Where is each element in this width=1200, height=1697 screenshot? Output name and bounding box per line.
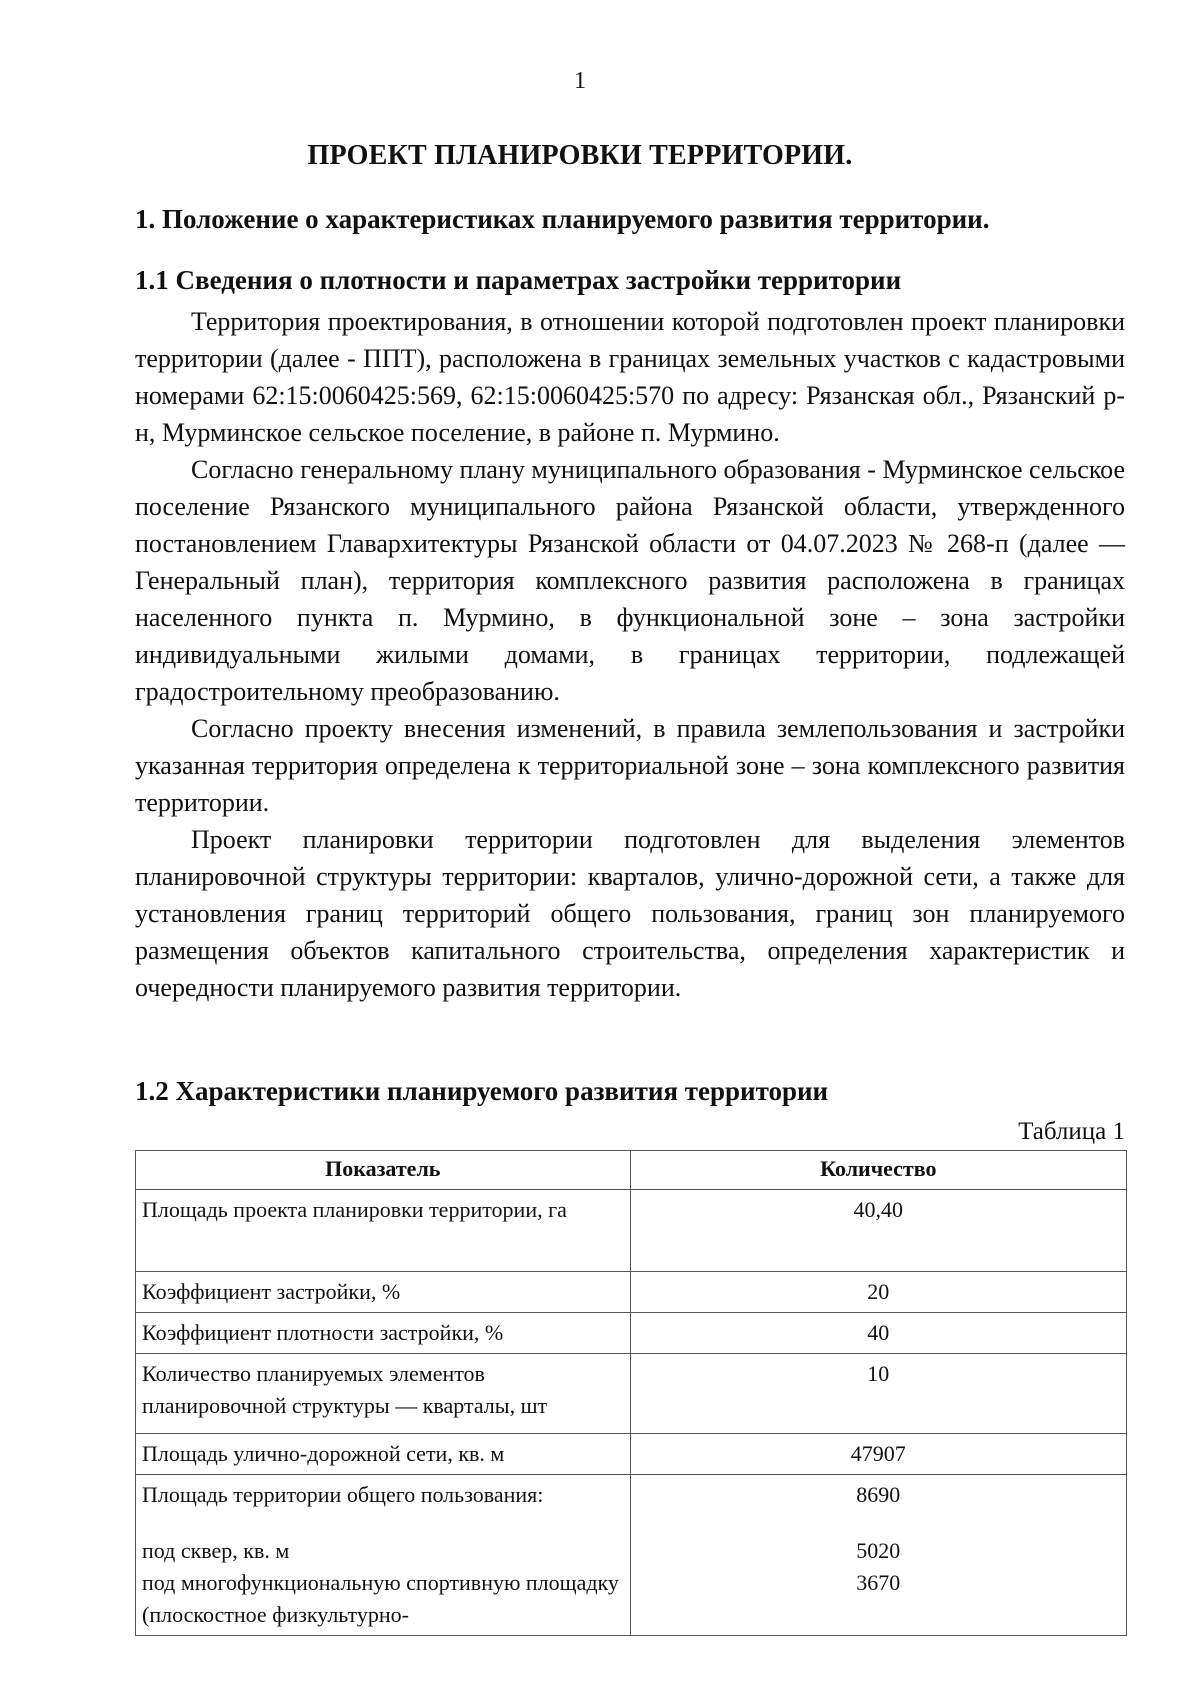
sub-item-value: 3670 — [856, 1570, 901, 1595]
column-header: Количество — [630, 1151, 1126, 1190]
table-row — [136, 1354, 1127, 1434]
section-1-1-heading: 1.1 Сведения о плотности и параметрах застройки территории — [135, 265, 902, 295]
characteristics-table — [135, 1150, 1127, 1636]
row-label: Коэффициент плотности застройки, % — [136, 1313, 631, 1354]
row-value: 10 — [630, 1354, 1126, 1434]
row-label: Коэффициент застройки, % — [136, 1272, 631, 1313]
table-row — [136, 1434, 1127, 1475]
sub-item-label: под сквер, кв. м — [142, 1538, 290, 1563]
table-header-row — [136, 1151, 1127, 1190]
section-1-2-heading: 1.2 Характеристики планируемого развития территории — [135, 1076, 829, 1106]
row-label — [136, 1475, 631, 1636]
section-1-heading: 1. Положение о характеристиках планируемого развития территории. — [135, 204, 990, 234]
row-label: Площадь улично-дорожной сети, кв. м — [136, 1434, 631, 1475]
paragraph: Территория проектирования, в отношении которой подготовлен проект планировки территории (далее - ППТ), расположена в границах земельных участков с кадастровыми номерами 62:15:0060425:569, 62:15:0060425:570 по адресу: Рязанская обл., Рязанский р-н, Мурминское сельское поселение, в районе п. Мурмино. — [135, 307, 1125, 447]
table-caption: Таблица 1 — [1018, 1118, 1125, 1145]
paragraph: Согласно проекту внесения изменений, в правила землепользования и застройки указанная территория определена к территориальной зоне – зона комплексного развития территории. — [135, 714, 1125, 817]
row-value — [630, 1475, 1126, 1636]
row-value: 40,40 — [630, 1190, 1126, 1272]
row-label-main: Площадь территории общего пользования: — [142, 1482, 544, 1507]
row-value: 40 — [630, 1313, 1126, 1354]
sub-item-label: под многофункциональную спортивную площадку (плоскостное физкультурно- — [142, 1570, 619, 1627]
paragraph: Согласно генеральному плану муниципального образования - Мурминское сельское поселение Рязанского муниципального района Рязанской области, утвержденного постановлением Главархитектуры Рязанской области от 04.07.2023 № 268-п (далее — Генеральный план), территория комплексного развития расположена в границах населенного пункта п. Мурмино, в функциональной зоне – зона застройки индивидуальными жилыми домами, в границах территории, подлежащей градостроительному преобразованию. — [135, 455, 1125, 706]
column-header: Показатель — [136, 1151, 631, 1190]
row-label: Количество планируемых элементов планировочной структуры — кварталы, шт — [136, 1354, 631, 1434]
page-number: 1 — [574, 68, 586, 94]
row-label: Площадь проекта планировки территории, га — [136, 1190, 631, 1272]
table-row — [136, 1190, 1127, 1272]
paragraph: Проект планировки территории подготовлен для выделения элементов планировочной структуры территории: кварталов, улично-дорожной сети, а также для установления границ территорий общего пользования, границ зон планируемого размещения объектов капитального строительства, определения характеристик и очередности планируемого развития территории. — [135, 825, 1125, 1002]
sub-item-value: 5020 — [856, 1538, 901, 1563]
row-value: 20 — [630, 1272, 1126, 1313]
table-row — [136, 1475, 1127, 1636]
table-row — [136, 1272, 1127, 1313]
row-value-main: 8690 — [856, 1482, 901, 1507]
table-row — [136, 1313, 1127, 1354]
document-title: ПРОЕКТ ПЛАНИРОВКИ ТЕРРИТОРИИ. — [307, 140, 853, 171]
row-value: 47907 — [630, 1434, 1126, 1475]
body-text — [135, 303, 1125, 1006]
